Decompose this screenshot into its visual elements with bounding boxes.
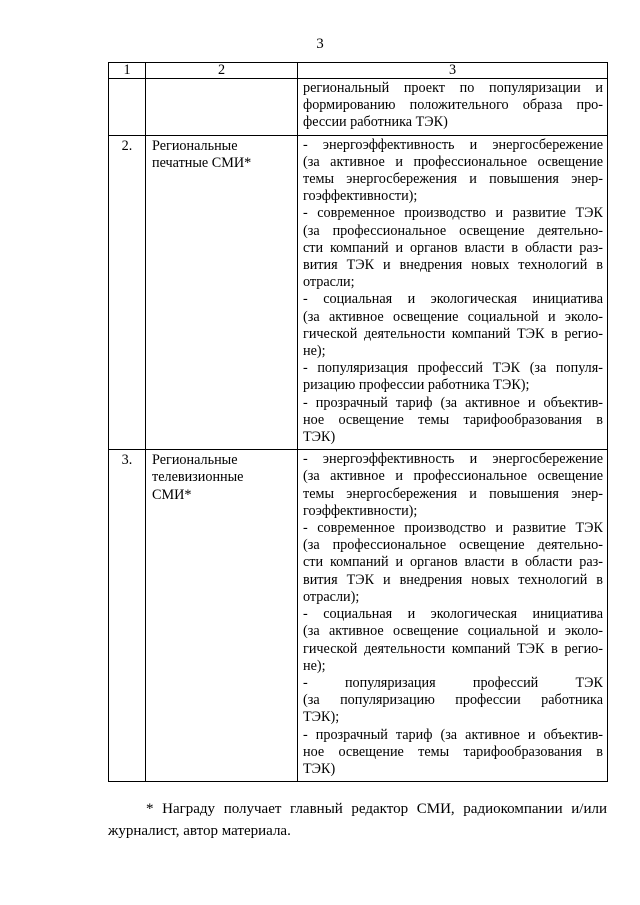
table-row (109, 79, 608, 136)
nomination-description-line: региональный проект по популяризации и (303, 80, 603, 96)
page-number: 3 (316, 36, 324, 52)
column-header: 3 (298, 63, 608, 79)
nomination-description-line: формированию положительного образа про- (303, 97, 603, 114)
nomination-description-line: фессии работника ТЭК) (303, 114, 448, 131)
nomination-description-line: (за профессиональное освещение деятельно- (303, 222, 603, 239)
nomination-description-line: (за активное и профессиональное освещение (303, 468, 603, 485)
nomination-description-line: - энергоэффективность и энергосбережение (303, 136, 603, 153)
media-category-cell (146, 79, 298, 136)
media-category-line: Региональные (152, 452, 238, 469)
row-number (109, 79, 146, 136)
nomination-description-line: отрасли); (303, 588, 360, 605)
nomination-description-line: - современное производство и развитие ТЭК (303, 205, 603, 222)
media-category-line: печатные СМИ* (152, 154, 252, 171)
footnote-line: журналист, автор материала. (108, 823, 291, 839)
nomination-description-line: ТЭК); (303, 709, 340, 726)
row-number: 2. (109, 135, 146, 450)
nomination-description-line: (за профессиональное освещение деятельно- (303, 537, 603, 554)
nomination-description-line: (за активное освещение социальной и эколо- (303, 308, 603, 325)
nomination-description-line: (за активное освещение социальной и эколо- (303, 623, 603, 640)
nomination-description-line: отрасли; (303, 274, 355, 291)
nomination-description-cell (298, 450, 608, 782)
nomination-description-line: (за активное и профессиональное освещение (303, 153, 603, 170)
media-category-line: телевизионные (152, 469, 244, 486)
nomination-description-line: ТЭК) (303, 760, 336, 777)
nomination-description-line: - социальная и экологическая инициатива (303, 606, 603, 623)
nomination-description-line: ное освещение темы тарифообразования в (303, 411, 603, 428)
media-nominations-table (108, 62, 608, 782)
footnote (108, 798, 607, 842)
nomination-description-line: темы энергосбережения и повышения энер- (303, 485, 603, 502)
nomination-description-line: ТЭК) (303, 429, 336, 446)
nomination-description-line: гической деятельности компаний ТЭК в регио- (303, 325, 603, 342)
nomination-description-line: гической деятельности компаний ТЭК в регио- (303, 640, 603, 657)
nomination-description-line: темы энергосбережения и повышения энер- (303, 171, 603, 188)
nomination-description-line: вития ТЭК и внедрения новых технологий в (303, 257, 603, 274)
column-header: 2 (146, 63, 298, 79)
nomination-description-line: - прозрачный тариф (за активное и объектив- (303, 726, 603, 743)
media-category-line: Региональные (152, 137, 238, 154)
row-number: 3. (109, 450, 146, 782)
media-category-cell (146, 135, 298, 450)
nomination-description-line: не); (303, 343, 326, 360)
media-category-cell (146, 450, 298, 782)
nomination-description-line: - энергоэффективность и энергосбережение (303, 451, 603, 468)
nomination-description-cell (298, 135, 608, 450)
nomination-description-line: - социальная и экологическая инициатива (303, 291, 603, 308)
nomination-description-line: сти компаний и органов власти в области раз- (303, 554, 603, 571)
nomination-description-line: (за популяризацию профессии работника (303, 692, 603, 709)
media-category-line: СМИ* (152, 486, 192, 503)
nomination-description-line: не); (303, 657, 326, 674)
nomination-description-line: вития ТЭК и внедрения новых технологий в (303, 571, 603, 588)
table-row (109, 135, 608, 450)
table-header-row (109, 63, 608, 79)
nomination-description-line: - современное производство и развитие ТЭК (303, 520, 603, 537)
nomination-description-line: ное освещение темы тарифообразования в (303, 743, 603, 760)
nomination-description-line: - популяризация профессий ТЭК (за популя- (303, 360, 603, 377)
nomination-description-cell (298, 79, 608, 136)
footnote-line: * Награду получает главный редактор СМИ, радиокомпании и/или (146, 801, 607, 817)
nomination-description-line: гоэффективности); (303, 188, 418, 205)
nomination-description-line: - прозрачный тариф (за активное и объектив- (303, 394, 603, 411)
nomination-description-line: сти компаний и органов власти в области раз- (303, 239, 603, 256)
nomination-description-line: гоэффективности); (303, 502, 418, 519)
nomination-description-line: - популяризация профессий ТЭК (303, 674, 603, 691)
table-row (109, 450, 608, 782)
column-header: 1 (109, 63, 146, 79)
nomination-description-line: ризацию профессии работника ТЭК); (303, 377, 530, 394)
